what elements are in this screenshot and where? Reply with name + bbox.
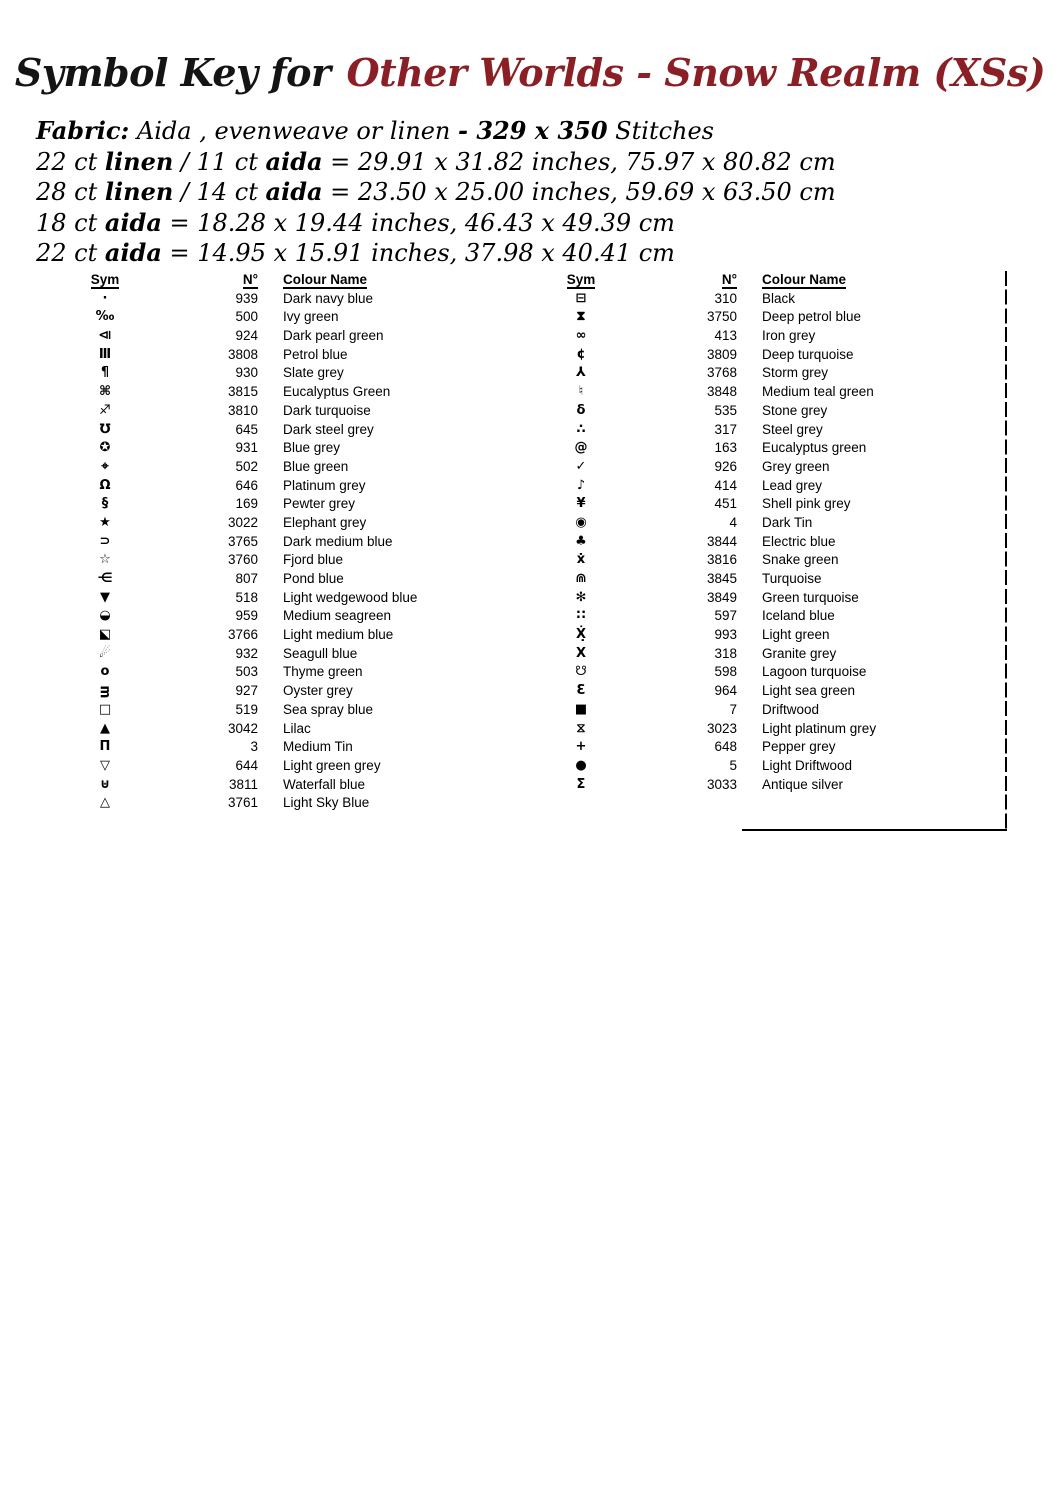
- key-row: [540, 589, 990, 608]
- symbol-glyph: △: [100, 795, 110, 811]
- colour-name: Light sea green: [762, 683, 856, 699]
- key-row: [60, 533, 490, 552]
- symbol-glyph: ⌘: [98, 384, 112, 400]
- colour-name: Blue green: [283, 458, 349, 474]
- colour-name: Antique silver: [762, 776, 844, 792]
- key-row: [540, 626, 990, 645]
- floss-number: 932: [235, 645, 258, 661]
- floss-number: 502: [235, 458, 258, 474]
- fabric-line: 22 ct linen / 11 ct aida = 29.91 x 31.82 inches, 75.97 x 80.82 cm: [36, 146, 836, 176]
- colour-name: Light platinum grey: [762, 720, 877, 736]
- key-row: [60, 439, 490, 458]
- colour-name: Pond blue: [283, 571, 344, 586]
- floss-number: 3765: [227, 533, 258, 549]
- symbol-glyph: ☋: [575, 664, 587, 680]
- floss-number: 3848: [706, 384, 737, 400]
- key-row: [540, 364, 990, 383]
- floss-number: 451: [714, 496, 737, 512]
- floss-number: 5: [729, 757, 737, 773]
- symbol-glyph: δ: [576, 402, 586, 418]
- symbol-glyph: ⊎: [99, 776, 111, 792]
- floss-number: 3809: [706, 346, 737, 362]
- floss-number: 3849: [706, 589, 737, 605]
- key-row: [60, 757, 490, 776]
- symbol-glyph: ⌖: [101, 458, 109, 474]
- floss-number: 3815: [227, 384, 258, 400]
- key-row: [60, 645, 490, 664]
- fabric-line: 28 ct linen / 14 ct aida = 23.50 x 25.00 inches, 59.69 x 63.50 cm: [36, 177, 836, 207]
- colour-name: Pewter grey: [283, 496, 356, 512]
- fabric-line: Fabric: Aida , evenweave or linen - 329 x 350 Stitches: [36, 116, 714, 145]
- table-header-row: [60, 271, 490, 290]
- symbol-glyph: ∞: [575, 328, 587, 344]
- colour-name: Turquoise: [762, 571, 822, 586]
- floss-number: 3808: [227, 346, 258, 362]
- colour-name: Eucalyptus Green: [283, 384, 391, 400]
- colour-name: Oyster grey: [283, 683, 353, 699]
- floss-number: 3768: [706, 365, 737, 381]
- key-row: [60, 477, 490, 496]
- symbol-glyph: ⧏: [98, 328, 112, 344]
- symbol-glyph: Ẋ̣: [575, 627, 587, 643]
- colour-name: Thyme green: [283, 664, 363, 680]
- symbol-glyph: ¢: [576, 346, 586, 362]
- key-row: [540, 402, 990, 421]
- key-row: [540, 607, 990, 626]
- header-sym: Sym: [566, 272, 596, 287]
- key-row: [60, 383, 490, 402]
- floss-number: 807: [235, 571, 258, 586]
- key-row: [540, 514, 990, 533]
- fabric-info: [36, 116, 836, 269]
- colour-name: Iron grey: [762, 328, 816, 344]
- floss-number: 3760: [227, 552, 258, 568]
- floss-number: 3: [250, 739, 258, 755]
- key-row: [60, 308, 490, 327]
- symbol-glyph: ∴: [576, 421, 586, 437]
- symbol-glyph: §: [101, 496, 109, 512]
- colour-name: Stone grey: [762, 402, 828, 418]
- key-row: [540, 738, 990, 757]
- table-right-border: [1005, 271, 1007, 831]
- colour-name: Ivy green: [283, 309, 339, 325]
- key-row: [540, 645, 990, 664]
- key-row: [540, 701, 990, 720]
- fabric-line: 22 ct aida = 14.95 x 15.91 inches, 37.98 x 40.41 cm: [36, 238, 675, 268]
- colour-name: Deep petrol blue: [762, 309, 862, 325]
- key-row: [60, 607, 490, 626]
- floss-number: 993: [714, 627, 737, 643]
- page-title: [0, 50, 1060, 95]
- symbol-glyph: ☄: [99, 645, 111, 661]
- symbol-glyph: ▼: [100, 589, 110, 605]
- colour-name: Light green: [762, 627, 830, 643]
- colour-name: Granite grey: [762, 645, 837, 661]
- colour-name: Lilac: [283, 720, 311, 736]
- colour-name: Medium seagreen: [283, 608, 392, 624]
- colour-name: Deep turquoise: [762, 346, 854, 362]
- floss-number: 163: [714, 440, 737, 456]
- symbol-glyph: ●: [575, 757, 587, 773]
- floss-number: 503: [235, 664, 258, 680]
- colour-name: Pepper grey: [762, 739, 836, 755]
- header-number: N°: [242, 272, 258, 287]
- floss-number: 317: [714, 421, 737, 437]
- key-row: [540, 290, 990, 309]
- key-row: [60, 458, 490, 477]
- header-number: N°: [721, 272, 737, 287]
- floss-number: 3750: [706, 309, 737, 325]
- key-row: [60, 551, 490, 570]
- colour-name: Driftwood: [762, 701, 820, 717]
- key-row: [540, 682, 990, 701]
- symbol-glyph: ¶: [100, 365, 110, 381]
- floss-number: 3845: [706, 571, 737, 586]
- colour-name: Steel grey: [762, 421, 823, 437]
- symbol-glyph: X: [575, 645, 587, 661]
- symbol-glyph: ✪: [99, 440, 111, 456]
- floss-number: 924: [235, 328, 258, 344]
- floss-number: 3042: [227, 720, 258, 736]
- colour-name: Lead grey: [762, 477, 823, 493]
- colour-name: Black: [762, 290, 796, 306]
- header-colour-name: Colour Name: [762, 272, 847, 287]
- symbol-glyph: ⬕: [98, 627, 112, 643]
- symbol-glyph: ♣: [575, 533, 587, 549]
- key-row: [540, 570, 990, 589]
- floss-number: 964: [714, 683, 737, 699]
- symbol-glyph: ◒: [99, 608, 111, 624]
- colour-name: Light green grey: [283, 757, 381, 773]
- floss-number: 413: [714, 328, 737, 344]
- symbol-glyph: Ⅲ: [98, 346, 112, 362]
- floss-number: 3033: [706, 776, 737, 792]
- colour-name: Electric blue: [762, 533, 836, 549]
- colour-name: Snake green: [762, 552, 839, 568]
- key-row: [60, 776, 490, 795]
- symbol-glyph: ·: [102, 290, 108, 306]
- key-row: [60, 346, 490, 365]
- floss-number: 169: [235, 496, 258, 512]
- colour-name: Iceland blue: [762, 608, 835, 624]
- title-pattern-name: Other Worlds - Snow Realm (XSs): [346, 50, 1046, 95]
- colour-name: Sea spray blue: [283, 701, 374, 717]
- floss-number: 930: [235, 365, 258, 381]
- colour-name: Dark medium blue: [283, 533, 393, 549]
- floss-number: 3761: [227, 795, 258, 811]
- symbol-glyph: Ω: [99, 477, 111, 493]
- floss-number: 597: [714, 608, 737, 624]
- key-row: [60, 701, 490, 720]
- key-row: [540, 458, 990, 477]
- floss-number: 645: [235, 421, 258, 437]
- colour-name: Green turquoise: [762, 589, 859, 605]
- key-row: [540, 346, 990, 365]
- floss-number: 500: [235, 309, 258, 325]
- key-row: [540, 757, 990, 776]
- key-row: [60, 290, 490, 309]
- colour-name: Light wedgewood blue: [283, 589, 418, 605]
- symbol-glyph: ⊃: [99, 533, 111, 549]
- symbol-glyph: +: [575, 739, 587, 755]
- floss-number: 939: [235, 290, 258, 306]
- symbol-glyph: ℧: [99, 421, 111, 437]
- key-row: [60, 570, 490, 589]
- table-bottom-border: [742, 829, 1007, 831]
- colour-name: Waterfall blue: [283, 776, 366, 792]
- key-row: [60, 682, 490, 701]
- key-row: [540, 776, 990, 795]
- symbol-glyph: Σ: [576, 776, 586, 792]
- key-row: [60, 738, 490, 757]
- symbol-glyph: ⋒: [575, 571, 587, 586]
- colour-name: Medium Tin: [283, 739, 353, 755]
- symbol-glyph: @: [574, 440, 588, 456]
- colour-name: Dark navy blue: [283, 290, 374, 306]
- colour-name: Dark turquoise: [283, 402, 371, 418]
- floss-number: 518: [235, 589, 258, 605]
- floss-number: 7: [729, 701, 737, 717]
- title-prefix: Symbol Key for: [14, 50, 331, 95]
- colour-name: Medium teal green: [762, 384, 874, 400]
- key-row: [540, 308, 990, 327]
- floss-number: 3022: [227, 514, 258, 530]
- symbol-glyph: ⧖: [576, 720, 586, 736]
- symbol-glyph: Π: [99, 739, 111, 755]
- colour-name: Storm grey: [762, 365, 829, 381]
- symbol-key-table-left: [60, 271, 490, 813]
- floss-number: 3766: [227, 627, 258, 643]
- symbol-glyph: ⊟: [575, 290, 587, 306]
- colour-name: Shell pink grey: [762, 496, 851, 512]
- colour-name: Seagull blue: [283, 645, 358, 661]
- floss-number: 414: [714, 477, 737, 493]
- key-row: [60, 794, 490, 813]
- symbol-glyph: ◉: [575, 514, 587, 530]
- floss-number: 3810: [227, 402, 258, 418]
- floss-number: 646: [235, 477, 258, 493]
- symbol-glyph: ▽: [100, 757, 110, 773]
- symbol-glyph: ▲: [100, 720, 110, 736]
- colour-name: Blue grey: [283, 440, 341, 456]
- floss-number: 318: [714, 645, 737, 661]
- floss-number: 3816: [706, 552, 737, 568]
- floss-number: 3844: [706, 533, 737, 549]
- symbol-glyph: o: [100, 664, 110, 680]
- colour-name: Dark pearl green: [283, 328, 384, 344]
- symbol-glyph: Ɛ: [576, 683, 586, 699]
- symbol-glyph: ∷: [576, 608, 586, 624]
- key-row: [60, 514, 490, 533]
- floss-number: 931: [235, 440, 258, 456]
- header-sym: Sym: [90, 272, 120, 287]
- symbol-glyph: ■: [574, 701, 588, 717]
- symbol-glyph: ⅄: [576, 365, 586, 381]
- header-colour-name: Colour Name: [283, 272, 368, 287]
- symbol-glyph: ♪: [576, 477, 586, 493]
- symbol-key-table-right: [540, 271, 990, 794]
- symbol-glyph: ¥: [576, 496, 586, 512]
- symbol-glyph: ẋ: [576, 552, 586, 568]
- floss-number: 927: [235, 683, 258, 699]
- key-row: [60, 364, 490, 383]
- symbol-glyph: ☆: [99, 552, 111, 568]
- symbol-glyph: ⋲: [97, 571, 113, 586]
- key-row: [60, 720, 490, 739]
- symbol-glyph: ♐: [99, 402, 111, 418]
- colour-name: Lagoon turquoise: [762, 664, 867, 680]
- colour-name: Dark steel grey: [283, 421, 374, 437]
- key-row: [540, 477, 990, 496]
- floss-number: 959: [235, 608, 258, 624]
- table-header-row: [540, 271, 990, 290]
- floss-number: 926: [714, 458, 737, 474]
- symbol-glyph: ★: [99, 514, 111, 530]
- floss-number: 310: [714, 290, 737, 306]
- key-row: [60, 402, 490, 421]
- floss-number: 598: [714, 664, 737, 680]
- colour-name: Eucalyptus green: [762, 440, 867, 456]
- colour-name: Grey green: [762, 458, 830, 474]
- symbol-glyph: ♮: [578, 384, 584, 400]
- floss-number: 648: [714, 739, 737, 755]
- fabric-line: 18 ct aida = 18.28 x 19.44 inches, 46.43 x 49.39 cm: [36, 207, 675, 237]
- key-row: [60, 327, 490, 346]
- floss-number: 4: [729, 514, 737, 530]
- key-row: [540, 551, 990, 570]
- key-row: [540, 663, 990, 682]
- key-row: [60, 421, 490, 440]
- floss-number: 519: [235, 701, 258, 717]
- colour-name: Light medium blue: [283, 627, 394, 643]
- floss-number: 3023: [706, 720, 737, 736]
- colour-name: Fjord blue: [283, 552, 344, 568]
- symbol-glyph: ✓: [575, 458, 587, 474]
- colour-name: Light Sky Blue: [283, 795, 370, 811]
- symbol-glyph: ✻: [575, 589, 587, 605]
- symbol-glyph: ᴟ: [100, 683, 110, 699]
- key-row: [540, 439, 990, 458]
- key-row: [540, 327, 990, 346]
- symbol-glyph: ⧗: [576, 309, 586, 325]
- colour-name: Dark Tin: [762, 514, 813, 530]
- key-row: [540, 495, 990, 514]
- key-row: [540, 533, 990, 552]
- key-row: [60, 495, 490, 514]
- key-row: [540, 720, 990, 739]
- floss-number: 3811: [228, 776, 258, 792]
- key-row: [60, 589, 490, 608]
- floss-number: 644: [235, 757, 258, 773]
- colour-name: Platinum grey: [283, 477, 366, 493]
- colour-name: Petrol blue: [283, 346, 348, 362]
- symbol-glyph: ‰: [95, 309, 115, 325]
- key-row: [540, 383, 990, 402]
- colour-name: Slate grey: [283, 365, 344, 381]
- colour-name: Elephant grey: [283, 514, 367, 530]
- symbol-glyph: □: [98, 701, 112, 717]
- key-row: [60, 663, 490, 682]
- floss-number: 535: [714, 402, 737, 418]
- key-row: [540, 421, 990, 440]
- key-row: [60, 626, 490, 645]
- colour-name: Light Driftwood: [762, 757, 853, 773]
